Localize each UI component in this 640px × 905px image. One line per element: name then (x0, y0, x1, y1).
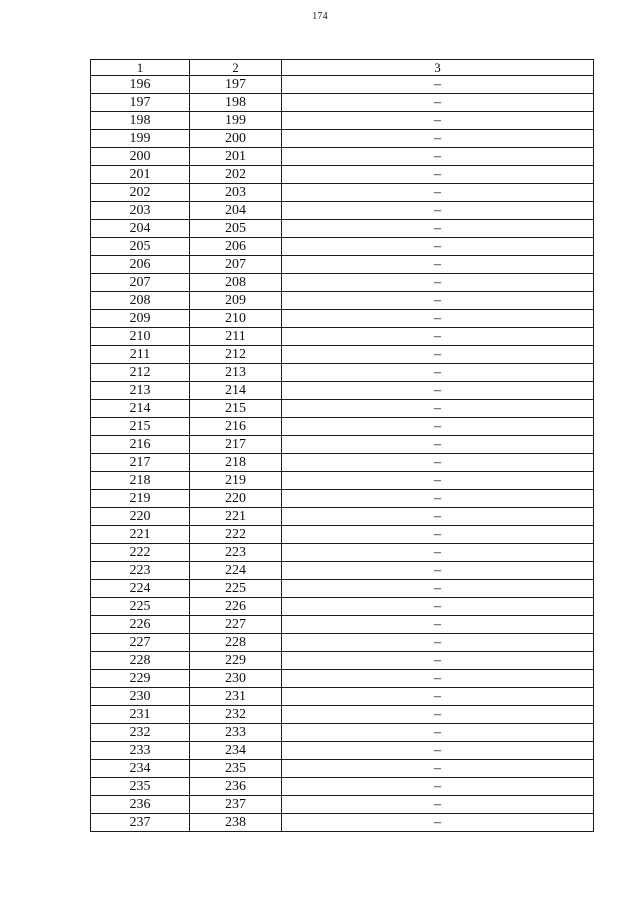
cell-col-2: 230 (190, 670, 282, 688)
cell-col-3: – (282, 238, 594, 256)
cell-col-2: 211 (190, 328, 282, 346)
cell-col-3: – (282, 436, 594, 454)
cell-col-1: 225 (91, 598, 190, 616)
table-row (91, 724, 594, 742)
cell-col-2: 212 (190, 346, 282, 364)
cell-col-3: – (282, 76, 594, 94)
cell-col-1: 215 (91, 418, 190, 436)
cell-col-3: – (282, 544, 594, 562)
table-row (91, 454, 594, 472)
cell-col-3: – (282, 364, 594, 382)
table-row (91, 328, 594, 346)
cell-col-3: – (282, 724, 594, 742)
cell-col-2: 226 (190, 598, 282, 616)
table-row (91, 382, 594, 400)
cell-col-1: 200 (91, 148, 190, 166)
cell-col-2: 215 (190, 400, 282, 418)
cell-col-3: – (282, 418, 594, 436)
table-row (91, 112, 594, 130)
table-row (91, 490, 594, 508)
cell-col-1: 228 (91, 652, 190, 670)
cell-col-3: – (282, 310, 594, 328)
cell-col-1: 198 (91, 112, 190, 130)
cell-col-1: 233 (91, 742, 190, 760)
table-row (91, 94, 594, 112)
cell-col-2: 221 (190, 508, 282, 526)
cell-col-3: – (282, 814, 594, 832)
table-row (91, 562, 594, 580)
cell-col-1: 212 (91, 364, 190, 382)
table-row (91, 436, 594, 454)
cell-col-2: 223 (190, 544, 282, 562)
cell-col-1: 232 (91, 724, 190, 742)
table-row (91, 238, 594, 256)
table-row (91, 184, 594, 202)
table-row (91, 634, 594, 652)
cell-col-1: 237 (91, 814, 190, 832)
cell-col-3: – (282, 562, 594, 580)
header-row (91, 60, 594, 76)
cell-col-1: 203 (91, 202, 190, 220)
table-row (91, 580, 594, 598)
table-row (91, 796, 594, 814)
cell-col-3: – (282, 688, 594, 706)
cell-col-1: 231 (91, 706, 190, 724)
table-row (91, 346, 594, 364)
cell-col-1: 214 (91, 400, 190, 418)
cell-col-2: 199 (190, 112, 282, 130)
table-row (91, 364, 594, 382)
cell-col-3: – (282, 580, 594, 598)
table-header (91, 60, 594, 76)
cell-col-2: 202 (190, 166, 282, 184)
table-row (91, 616, 594, 634)
cell-col-2: 209 (190, 292, 282, 310)
cell-col-1: 210 (91, 328, 190, 346)
cell-col-2: 227 (190, 616, 282, 634)
cell-col-2: 198 (190, 94, 282, 112)
cell-col-2: 201 (190, 148, 282, 166)
cell-col-2: 214 (190, 382, 282, 400)
cell-col-1: 229 (91, 670, 190, 688)
cell-col-1: 196 (91, 76, 190, 94)
cell-col-1: 211 (91, 346, 190, 364)
cell-col-3: – (282, 670, 594, 688)
cell-col-1: 201 (91, 166, 190, 184)
cell-col-2: 233 (190, 724, 282, 742)
cell-col-1: 217 (91, 454, 190, 472)
table-row (91, 814, 594, 832)
cell-col-2: 216 (190, 418, 282, 436)
cell-col-2: 234 (190, 742, 282, 760)
cell-col-2: 236 (190, 778, 282, 796)
cell-col-1: 204 (91, 220, 190, 238)
cell-col-1: 235 (91, 778, 190, 796)
cell-col-2: 208 (190, 274, 282, 292)
cell-col-2: 219 (190, 472, 282, 490)
cell-col-3: – (282, 148, 594, 166)
table-row (91, 166, 594, 184)
cell-col-1: 220 (91, 508, 190, 526)
cell-col-2: 229 (190, 652, 282, 670)
cell-col-3: – (282, 796, 594, 814)
cell-col-3: – (282, 742, 594, 760)
cell-col-2: 197 (190, 76, 282, 94)
cell-col-1: 205 (91, 238, 190, 256)
cell-col-2: 238 (190, 814, 282, 832)
cell-col-3: – (282, 472, 594, 490)
table-row (91, 418, 594, 436)
cell-col-2: 203 (190, 184, 282, 202)
table-row (91, 220, 594, 238)
table-row (91, 688, 594, 706)
cell-col-3: – (282, 616, 594, 634)
table-row (91, 598, 594, 616)
cell-col-2: 217 (190, 436, 282, 454)
cell-col-3: – (282, 400, 594, 418)
cell-col-1: 218 (91, 472, 190, 490)
cell-col-1: 213 (91, 382, 190, 400)
cell-col-3: – (282, 652, 594, 670)
cell-col-2: 205 (190, 220, 282, 238)
cell-col-3: – (282, 454, 594, 472)
cell-col-3: – (282, 112, 594, 130)
cell-col-1: 230 (91, 688, 190, 706)
cell-col-2: 210 (190, 310, 282, 328)
cell-col-2: 204 (190, 202, 282, 220)
table-row (91, 778, 594, 796)
cell-col-3: – (282, 382, 594, 400)
table-row (91, 472, 594, 490)
cell-col-2: 224 (190, 562, 282, 580)
cell-col-1: 226 (91, 616, 190, 634)
cell-col-2: 207 (190, 256, 282, 274)
table-row (91, 76, 594, 94)
data-table (90, 59, 594, 832)
page-number: 174 (312, 11, 328, 22)
column-header-2: 2 (190, 60, 282, 76)
cell-col-1: 223 (91, 562, 190, 580)
column-header-1: 1 (91, 60, 190, 76)
cell-col-2: 206 (190, 238, 282, 256)
cell-col-3: – (282, 706, 594, 724)
cell-col-1: 221 (91, 526, 190, 544)
cell-col-1: 206 (91, 256, 190, 274)
cell-col-3: – (282, 598, 594, 616)
cell-col-2: 231 (190, 688, 282, 706)
column-header-3: 3 (282, 60, 594, 76)
cell-col-3: – (282, 274, 594, 292)
cell-col-1: 222 (91, 544, 190, 562)
cell-col-3: – (282, 166, 594, 184)
cell-col-1: 197 (91, 94, 190, 112)
table-row (91, 742, 594, 760)
table-row (91, 310, 594, 328)
cell-col-2: 213 (190, 364, 282, 382)
cell-col-2: 232 (190, 706, 282, 724)
cell-col-3: – (282, 778, 594, 796)
cell-col-1: 234 (91, 760, 190, 778)
cell-col-1: 227 (91, 634, 190, 652)
cell-col-3: – (282, 292, 594, 310)
cell-col-2: 220 (190, 490, 282, 508)
table-row (91, 706, 594, 724)
table-row (91, 508, 594, 526)
cell-col-3: – (282, 508, 594, 526)
cell-col-1: 208 (91, 292, 190, 310)
table-row (91, 274, 594, 292)
cell-col-3: – (282, 346, 594, 364)
cell-col-2: 237 (190, 796, 282, 814)
cell-col-2: 222 (190, 526, 282, 544)
cell-col-1: 216 (91, 436, 190, 454)
cell-col-1: 202 (91, 184, 190, 202)
cell-col-1: 207 (91, 274, 190, 292)
table-row (91, 652, 594, 670)
cell-col-3: – (282, 328, 594, 346)
cell-col-1: 199 (91, 130, 190, 148)
cell-col-3: – (282, 526, 594, 544)
cell-col-1: 209 (91, 310, 190, 328)
cell-col-3: – (282, 94, 594, 112)
cell-col-2: 200 (190, 130, 282, 148)
table-row (91, 256, 594, 274)
table-row (91, 202, 594, 220)
cell-col-2: 235 (190, 760, 282, 778)
table-row (91, 760, 594, 778)
table-row (91, 400, 594, 418)
cell-col-2: 225 (190, 580, 282, 598)
table-row (91, 544, 594, 562)
cell-col-1: 236 (91, 796, 190, 814)
table-row (91, 670, 594, 688)
table-row (91, 130, 594, 148)
cell-col-3: – (282, 130, 594, 148)
table-row (91, 148, 594, 166)
table-body (91, 76, 594, 832)
cell-col-2: 218 (190, 454, 282, 472)
table-row (91, 526, 594, 544)
cell-col-1: 219 (91, 490, 190, 508)
cell-col-3: – (282, 760, 594, 778)
table-row (91, 292, 594, 310)
cell-col-3: – (282, 220, 594, 238)
cell-col-3: – (282, 634, 594, 652)
cell-col-2: 228 (190, 634, 282, 652)
cell-col-3: – (282, 184, 594, 202)
cell-col-3: – (282, 490, 594, 508)
cell-col-1: 224 (91, 580, 190, 598)
cell-col-3: – (282, 256, 594, 274)
cell-col-3: – (282, 202, 594, 220)
